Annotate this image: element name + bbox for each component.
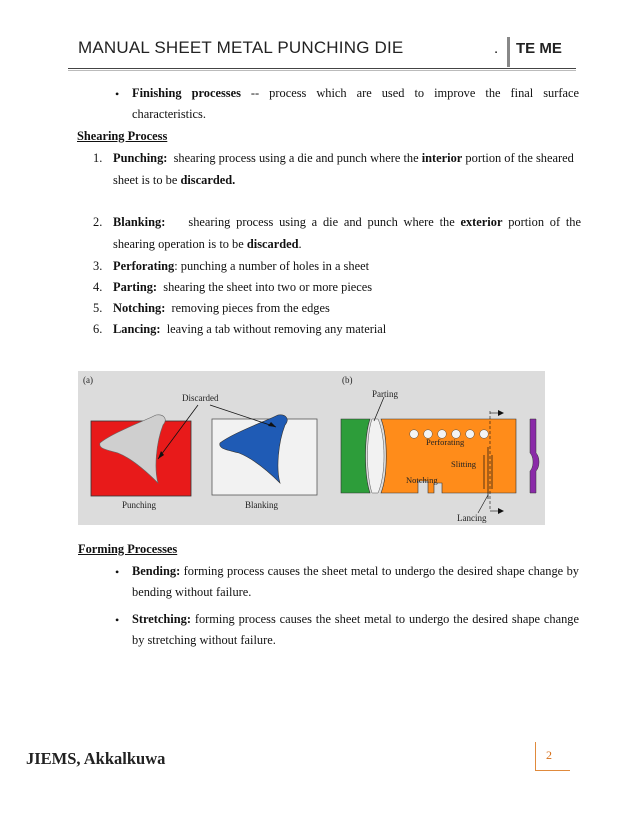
punching-line-2	[113, 171, 235, 190]
parting-gap	[368, 419, 385, 493]
blanking-caption: Blanking	[245, 500, 278, 510]
stretching-line-2: by stretching without failure.	[132, 633, 276, 647]
item-number: 4.	[93, 280, 103, 294]
finishing-text: -- process which are used to improve the final surface	[250, 86, 579, 100]
bending-line-1	[132, 562, 579, 581]
item-number: 3.	[93, 259, 103, 273]
stretching-term: Stretching:	[132, 612, 191, 626]
perforating-label: Perforating	[426, 437, 465, 447]
discarded-label: Discarded	[182, 393, 219, 403]
blanking-emphasis-2: discarded	[246, 237, 299, 251]
shearing-heading: Shearing Process	[77, 129, 168, 143]
punching-text-2: portion of the sheared	[465, 151, 574, 165]
perforating-line	[113, 257, 369, 276]
lancing-term: Lancing:	[113, 322, 161, 336]
lancing-text: leaving a tab without removing any material	[166, 322, 387, 336]
slitting-label: Slitting	[451, 459, 477, 469]
bending-term: Bending:	[132, 564, 181, 578]
bullet-icon: •	[115, 87, 120, 101]
header-rule-secondary	[68, 70, 576, 71]
notching-text: removing pieces from the edges	[171, 301, 330, 315]
punching-caption: Punching	[122, 500, 157, 510]
bullet-icon: •	[115, 613, 120, 627]
parting-term: Parting:	[113, 280, 158, 294]
header-title: MANUAL SHEET METAL PUNCHING DIE	[78, 38, 404, 57]
item-number: 5.	[93, 301, 103, 315]
parting-label: Parting	[372, 389, 398, 399]
punching-line-1	[113, 149, 581, 168]
parted-piece	[341, 419, 370, 493]
bullet-icon: •	[115, 565, 120, 579]
header-divider	[507, 37, 510, 67]
finishing-line-2: characteristics.	[132, 107, 206, 121]
punching-emphasis-2: discarded.	[180, 173, 236, 187]
blanking-text: shearing process using a die and punch where the	[188, 215, 455, 229]
notching-line	[113, 299, 330, 318]
lancing-line	[113, 320, 386, 339]
blanking-period: .	[298, 237, 302, 251]
page-number: 2	[546, 748, 552, 762]
figure-label-a: (a)	[83, 375, 93, 385]
header-rule	[68, 68, 576, 69]
blanking-line-2	[113, 235, 302, 254]
finishing-term: Finishing processes	[132, 86, 241, 100]
lancing-label: Lancing	[457, 513, 487, 523]
parting-text: shearing the sheet into two or more pieces	[163, 280, 373, 294]
notching-term: Notching:	[113, 301, 166, 315]
punching-emphasis: interior	[421, 151, 463, 165]
perforating-text: : punching a number of holes in a sheet	[174, 259, 370, 273]
bending-text: forming process causes the sheet metal to undergo the desired shape change by	[183, 564, 579, 578]
stretching-text: forming process causes the sheet metal to undergo the desired shape change	[194, 612, 579, 626]
blanking-text-3: shearing operation is to be	[113, 237, 244, 251]
item-number: 1.	[93, 151, 103, 165]
notching-label: Notching	[406, 475, 438, 485]
item-number: 6.	[93, 322, 103, 336]
blanking-emphasis: exterior	[460, 215, 503, 229]
footer-institution: JIEMS, Akkalkuwa	[26, 749, 166, 768]
item-number: 2.	[93, 215, 103, 229]
header-dot: .	[494, 40, 499, 57]
blanking-text-2: portion of the	[508, 215, 581, 229]
orange-sheet	[381, 419, 516, 493]
page-number-box	[535, 742, 570, 771]
lanced-profile	[530, 419, 539, 493]
parting-line	[113, 278, 372, 297]
perforating-term: Perforating	[113, 259, 175, 273]
blanking-line-1	[113, 213, 581, 232]
forming-heading: Forming Processes	[78, 542, 178, 556]
stretching-line-1	[132, 610, 579, 629]
shearing-figure	[78, 371, 545, 525]
finishing-line-1	[132, 84, 579, 103]
blanking-term: Blanking:	[113, 215, 166, 229]
punching-text: shearing process using a die and punch where the	[173, 151, 419, 165]
punching-text-3: sheet is to be	[113, 173, 178, 187]
header-department: TE ME	[516, 40, 562, 57]
figure-label-b: (b)	[342, 375, 353, 385]
punching-term: Punching:	[113, 151, 168, 165]
bending-line-2: bending without failure.	[132, 585, 252, 599]
